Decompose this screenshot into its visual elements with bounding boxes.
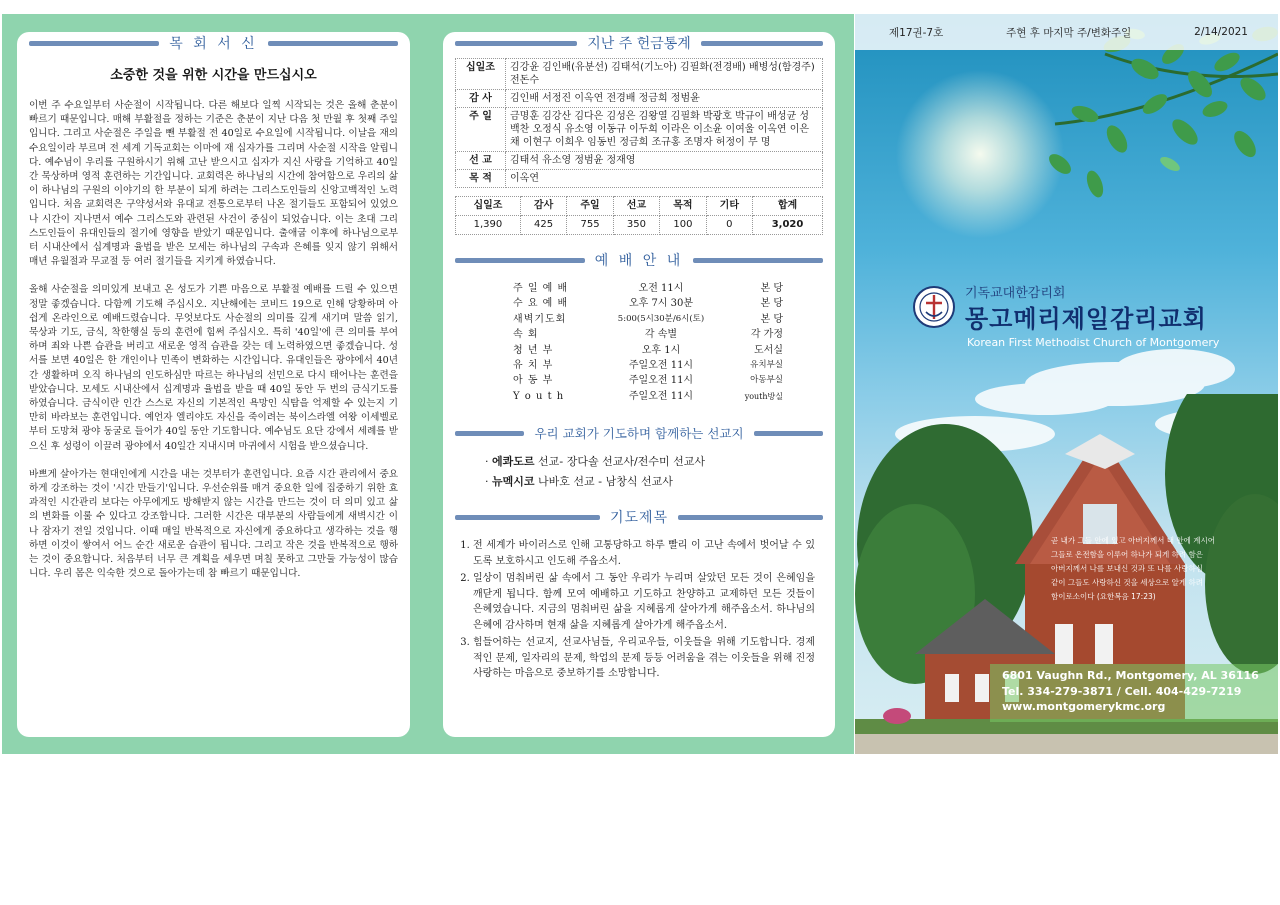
- offering-names: 김강윤 김인배(유분선) 김태석(기노아) 김필화(전경배) 배병성(함경주) 전돈수: [506, 59, 823, 90]
- service-name: 청 년 부: [513, 344, 554, 356]
- bulletin: [0, 14, 1280, 754]
- church-seal-icon: [913, 286, 955, 328]
- offering-summary-table: [455, 196, 823, 235]
- sermon-paragraph: 올해 사순절을 의미있게 보내고 온 성도가 기쁜 마음으로 부활절 예배를 드릴 수 있으면 정말 좋겠습니다. 다함께 기도해 주십시오. 지난해에는 코비드 19으로 인해 당황하며 아쉽게 온라인으로 예배드렸습니다. 무엇보다도 사순절의 의미를 깊게 새기며 말씀 읽기, 묵상과 기도, 금식, 착한행실 등의 훈련에 힘써 주십시오. 특히 '40일'에 큰 의미를 부여하며 죄와 나쁜 습관을 버리고 새로운 영적 습관을 갖는 데 노력하였으면 좋겠습니다. 성서를 보면 40일은 한 개인이나 민족이 변화하는 시간입니다. 유대인들은 광야에서 40년간 생활하며 오직 하나님의 인도하심만 따르는 하나님의 선민으로 다시 태어나는 훈련을 받았습니다. 모세도 시내산에서 십계명과 율법을 받을 때 40일 동안 두 번의 금식기도를 하였습니다. 금식이란 인간 스스로 자신의 기본적인 욕망인 식탐을 억제할 수 있는지 기만히 바라보는 훈련입니다. 예언자 엘리야도 자신을 죽이려는 북이스라엘 여왕 이세벨로부터 도망쳐 광야 동굴로 들어가 40일 동안 기도합니다. 예수님도 요단 강에서 세례를 받으신 후 성령이 이끌려 광야에서 40일간 지내시며 마귀에서 시험을 받으셨습니다.: [29, 284, 398, 452]
- header-rule-right: [693, 258, 823, 263]
- summary-header: 주일: [567, 197, 613, 216]
- service-place: 아동부실: [750, 375, 783, 386]
- summary-header: 기타: [706, 197, 752, 216]
- verse-line: 아버지께서 나를 보내신 것과 또 나를 사랑하심: [1051, 564, 1203, 573]
- mission-desc: 나바호 선교 - 남창식 선교사: [538, 475, 673, 489]
- issue-date: 2/14/2021: [1194, 26, 1248, 38]
- service-time: 주일오전 11시: [628, 360, 694, 372]
- pastoral-letter-panel: [17, 32, 410, 737]
- list-item: · 뉴멕시코 나바호 선교 - 남창식 선교사: [485, 475, 673, 489]
- header-rule-left: [29, 41, 159, 46]
- service-name: 주 일 예 배: [513, 283, 569, 294]
- offering-names: 이옥연: [506, 170, 823, 188]
- service-place: 도서실: [754, 344, 783, 356]
- service-name: 아 동 부: [513, 375, 554, 387]
- pastoral-letter-header: [29, 32, 398, 54]
- service-time: 5:00(5시30분/6시(토): [617, 313, 705, 324]
- header-rule-right: [754, 431, 823, 436]
- leaves-illustration: [855, 14, 1278, 274]
- header-rule-left: [455, 515, 600, 520]
- service-time: 오후 1시: [641, 344, 681, 356]
- summary-header: 감사: [520, 197, 566, 216]
- service-name: 유 치 부: [513, 360, 554, 372]
- service-place: 각 가정: [750, 329, 783, 341]
- summary-header: 목적: [660, 197, 706, 216]
- service-time: 오후 7시 30분: [628, 298, 694, 310]
- summary-value: 100: [660, 216, 706, 235]
- list-item: [513, 389, 783, 404]
- offering-label: 목 적: [456, 170, 506, 188]
- summary-header: 십일조: [456, 197, 521, 216]
- list-item: [513, 358, 783, 373]
- church-address: 6801 Vaughn Rd., Montgomery, AL 36116: [1002, 669, 1259, 682]
- service-time: 주일오전 11시: [628, 390, 694, 402]
- offering-section-title: 지난 주 헌금통계: [587, 36, 691, 52]
- summary-value: 350: [613, 216, 659, 235]
- church-name-block: [913, 282, 1219, 349]
- sermon-title: 소중한 것을 위한 시간을 만드십시오: [110, 68, 317, 83]
- offering-label: 감 사: [456, 90, 506, 108]
- header-rule-right: [701, 41, 823, 46]
- list-item: · 에콰도르 선교- 장다솔 선교사/전수미 선교사: [485, 455, 705, 469]
- church-website: www.montgomerykmc.org: [1002, 700, 1166, 713]
- church-name-korean: 몽고메리제일감리교회: [965, 305, 1207, 333]
- bulletin-cover: [855, 14, 1278, 754]
- prayer-item: 2. 일상이 멈춰버린 삶 속에서 그 동안 우리가 누리며 살았던 모든 것이 은혜임을 깨닫게 됩니다. 함께 모여 예배하고 기도하고 찬양하고 교제하던 모든 것들이 은혜였습니다. 지금의 멈춰버린 삶을 지혜롭게 살아가게 해주옵소서. 하나님의 은혜에 감사하며 현재 삶을 지혜롭게 살아가게 해주옵소서.: [473, 571, 815, 633]
- worship-section-title: 예 배 안 내: [594, 253, 684, 269]
- offering-names: 김인배 서정진 이옥연 전경배 정금희 정범윤: [506, 90, 823, 108]
- verse-line: 같이 그들도 사랑하신 것을 세상으로 알게 하려: [1051, 578, 1203, 587]
- issue-info-bar: [855, 14, 1278, 50]
- summary-value: 425: [520, 216, 566, 235]
- church-name-english: Korean First Methodist Church of Montgomery: [967, 336, 1220, 349]
- service-name: 수 요 예 배: [513, 298, 569, 310]
- service-place: 본 당: [760, 283, 783, 294]
- header-rule-left: [455, 41, 577, 46]
- offering-names: 금명훈 김강산 김다은 김성은 김왕열 김필화 박광호 박규이 배성균 성백찬 오정식 유소영 이동규 이두희 이라은 이소윤 이여울 이옥연 이은채 이현구 이희우 임동빈 정금희 조규홍 조명자 허정이 무 명: [506, 108, 823, 152]
- service-name: 속 회: [513, 329, 539, 341]
- summary-header: 선교: [613, 197, 659, 216]
- table-row: [456, 197, 823, 216]
- prayer-header: [455, 506, 823, 528]
- mission-desc: 선교- 장다솔 선교사/전수미 선교사: [538, 455, 705, 469]
- summary-value: 755: [567, 216, 613, 235]
- verse-line: 그들로 온전함을 이루어 하나가 되게 하려 함은: [1051, 550, 1203, 559]
- list-item: [513, 296, 783, 311]
- summary-header: 합계: [753, 197, 823, 216]
- table-row: [456, 59, 823, 90]
- table-row: [456, 152, 823, 170]
- list-item: [513, 312, 783, 327]
- missions-section-title: 우리 교회가 기도하며 함께하는 선교지: [534, 426, 744, 442]
- verse-line: 함이로소이다 (요한복음 17:23): [1051, 592, 1156, 601]
- prayer-item: 3. 힘들어하는 선교지, 선교사님들, 우리교우들, 이웃들을 위해 기도합니다. 경제적인 문제, 일자리의 문제, 학업의 문제 등등 어려움을 겪는 이웃들을 위해 진정 사랑하는 마음으로 중보하기를 소망합니다.: [473, 635, 815, 682]
- list-item: [513, 327, 783, 342]
- offering-names: 김태석 유소영 정범윤 정재영: [506, 152, 823, 170]
- sermon-paragraph: 바쁘게 살아가는 현대인에게 시간을 내는 것부터가 훈련입니다. 요즘 시간 관리에서 중요하게 강조하는 것이 '시간 만들기'입니다. 우선순위를 매겨 중요한 일에 집중하기 위한 효과적인 시간관리 보다는 아무에게도 방해받지 않는 시간을 만드는 것이 더 의미 있고 삶의 변화를 이룰 수 있다고 강조합니다. 그러한 시간은 대부분의 사람들에게 새벽시간 이나 잠자기 전일 것입니다. 이때 매일 반복적으로 자신에게 중요하다고 생각하는 것을 행하면 이것이 쌓여서 어느 순간 새로운 습관이 됩니다. 그리고 작은 것을 반복적으로 행하는 것이 중요합니다. 처음부터 너무 큰 계획을 세우면 며칠 못하고 그만둘 가능성이 많습니다. 우리 몸은 익숙한 것으로 돌아가는데 참 빠르기 때문입니다.: [29, 468, 398, 580]
- offering-label: 주 일: [456, 108, 506, 152]
- mission-place: 뉴멕시코: [492, 475, 535, 489]
- table-row: [456, 90, 823, 108]
- church-info-panel: [443, 32, 835, 737]
- service-place: youth방실: [744, 391, 783, 401]
- service-name: 새벽기도회: [513, 313, 567, 325]
- denomination: 기독교대한감리회: [965, 286, 1066, 301]
- service-name: Y o u t h: [513, 390, 565, 402]
- summary-value: 1,390: [456, 216, 521, 235]
- contact-info: [990, 664, 1278, 722]
- missions-list: [485, 452, 823, 492]
- list-item: [513, 281, 783, 296]
- header-rule-left: [455, 431, 524, 436]
- table-row: [456, 170, 823, 188]
- list-item: [513, 343, 783, 358]
- offering-label: 십일조: [456, 59, 506, 90]
- list-item: [513, 373, 783, 388]
- mission-place: 에콰도르: [492, 455, 535, 469]
- offering-header: [455, 32, 823, 54]
- table-row: [456, 216, 823, 235]
- bible-verse: [1051, 534, 1251, 604]
- service-place: 유치부실: [750, 360, 783, 371]
- church-phone: Tel. 334-279-3871 / Cell. 404-429-7219: [1002, 684, 1242, 698]
- prayer-section-title: 기도제목: [609, 510, 669, 527]
- sermon-paragraph: 이번 주 수요일부터 사순절이 시작됩니다. 다른 해보다 일찍 시작되는 것은 올해 춘분이 빠르기 때문입니다. 매해 부활절을 정하는 기준은 춘분이 지난 다음 첫 만월 후 첫째 주일입니다. 그리고 사순절은 주일을 뺀 부활절 전 40일로 수요일에 시작됩니다. 이날을 재의 수요일이라 부르며 전 세계 기독교회는 이마에 재 십자가를 그리며 사순절 시작을 알립니다. 예수님이 우리를 구원하시기 위해 고난 받으시고 십자가 지신 사랑을 기억하고 40일간 묵상하며 영적 훈련하는 기간입니다. 교회력은 하나님의 시간에 참여함으로 우리의 삶이 하나님의 구원의 이야기의 한 부분이 되게 하려는 그리스도인들의 신앙고백적인 노력입니다. 처음 교회력은 구약성서와 유대교 전통으로부터 나온 절기들도 포함되어 있었으나 시간이 지나면서 예수 그리스도와 관련된 사건이 중심이 되었습니다. 이는 초대 그리스도인들이 유대인들의 절기에 영향을 받았기 때문입니다. 출애굽 이후에 하나님으로부터 시내산에서 십계명과 율법을 받은 모세는 하나님의 구속과 은혜를 잊지 않기 위해서 매년 유월절과 무교절 등 여러 절기들을 지키게 하였습니다.: [29, 100, 398, 268]
- pastoral-letter-section-title: 목 회 서 신: [169, 36, 258, 52]
- prayer-item: 1. 전 세계가 바이러스로 인해 고통당하고 하루 빨리 이 고난 속에서 벗어날 수 있도록 보호하시고 인도해 주옵소서.: [473, 538, 815, 569]
- table-row: [456, 108, 823, 152]
- summary-total: 3,020: [753, 216, 823, 235]
- prayer-list: [473, 538, 815, 682]
- header-rule-left: [455, 258, 585, 263]
- service-time: 오전 11시: [638, 283, 684, 294]
- header-rule-right: [268, 41, 398, 46]
- missions-header: [455, 422, 823, 444]
- service-place: 본 당: [760, 313, 783, 325]
- summary-value: 0: [706, 216, 752, 235]
- issue-volume: 제17권-7호: [889, 26, 944, 39]
- service-place: 본 당: [760, 298, 783, 310]
- worship-schedule: [513, 281, 783, 404]
- header-rule-right: [678, 515, 823, 520]
- offering-label: 선 교: [456, 152, 506, 170]
- worship-header: [455, 249, 823, 271]
- offering-names-table: [455, 58, 823, 188]
- verse-line: 곧 내가 그들 안에 있고 아버지께서 내 안에 계시어: [1051, 536, 1215, 545]
- service-time: 각 속별: [644, 329, 678, 341]
- issue-sunday: 주현 후 마지막 주/변화주일: [1006, 26, 1132, 39]
- service-time: 주일오전 11시: [628, 375, 694, 387]
